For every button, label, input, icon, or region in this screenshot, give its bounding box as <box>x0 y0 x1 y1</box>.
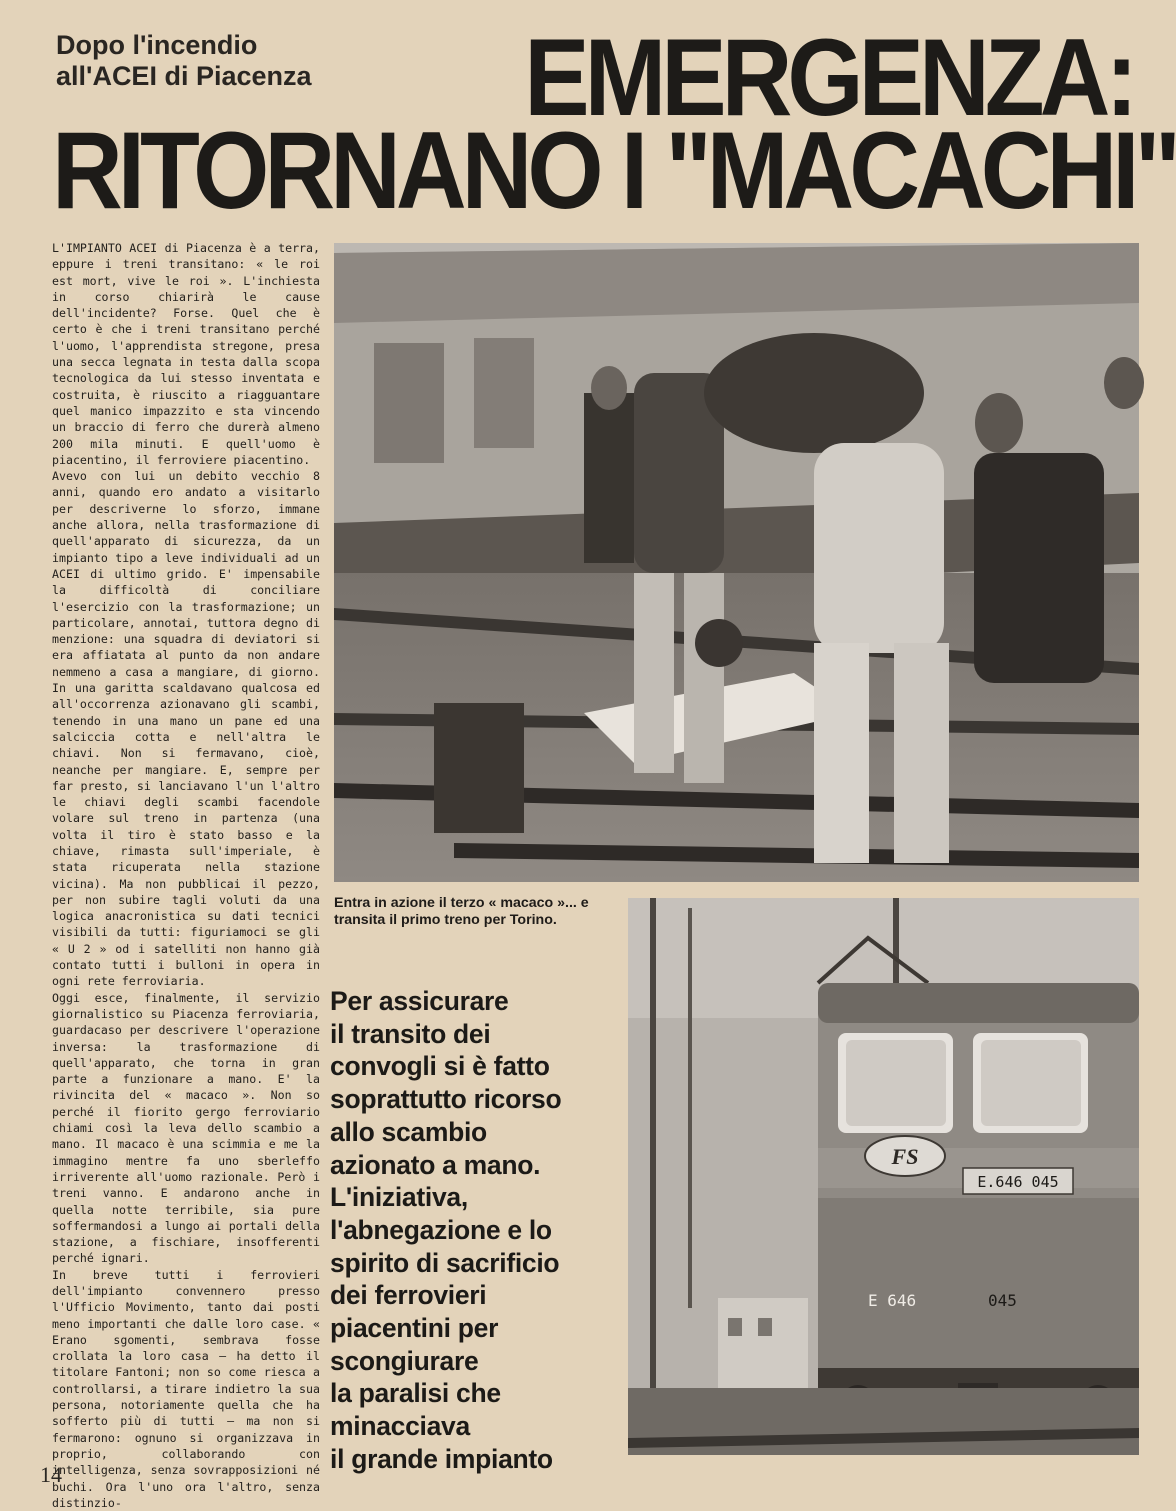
pull-quote <box>330 985 630 1476</box>
pull-quote-line: Per assicurare <box>330 986 509 1016</box>
pull-quote-line: convogli si è fatto <box>330 1051 550 1082</box>
photo-caption: Entra in azione il terzo « macaco »... e transita il primo treno per Torino. <box>334 895 589 928</box>
pull-quote-line: la paralisi che <box>330 1378 501 1409</box>
kicker-line: all'ACEI di Piacenza <box>56 61 312 91</box>
locomotive-front-number-left: E 646 <box>868 1291 917 1310</box>
article-paragraph: Avevo con lui un debito vecchio 8 anni, quando ero andato a visitarlo per descriverne lo sforzo, immane anche allora, nella trasformazione di quell'apparato di sicurezza, da un impianto tipo a leve individuali ad un ACEI di ultimo grido. E' impensabile la difficoltà di conciliare l'esercizio con la trasformazione; un particolare, annotai, tuttora degno di menzione: una squadra di deviatori si era affiatata al punto da non andare nemmeno a casa a mangiare, di giorno. In una garitta scaldavano qualcosa ed all'occorrenza azionavano gli scambi, tenendo in una mano un pane ed una salciccia cotta e nell'altra le chiavi. Non si fermavano, cioè, neanche per mangiare. E, sempre per far presto, si lanciavano l'un l'altro le chiavi degli scambi facendole volare sul treno in partenza (una volta il tiro è stato basso e la chiave, rimasta sull'imperiale, è stata ricuperata nella stazione vicina). Ma non pubblicai il pezzo, per non subire tagli voluti da una logica anacronistica su dati tecnici visibili da tutti: figuriamoci se gli « U 2 » od i satelliti non hanno già contato tutti i bulloni in opera in ogni rete ferroviaria. <box>52 469 320 989</box>
pull-quote-line: L'iniziativa, <box>330 1182 468 1213</box>
page-number: 14 <box>40 1462 62 1487</box>
pull-quote-line: l'abnegazione e lo <box>330 1214 552 1245</box>
pull-quote-line: allo scambio <box>330 1116 487 1147</box>
photo-locomotive-image <box>628 898 1139 1455</box>
photo-track-workers-image <box>334 243 1139 882</box>
kicker <box>56 30 376 92</box>
headline-line-2: RITORNANO I "MACACHI" <box>52 108 1176 232</box>
pull-quote-line: soprattutto ricorso <box>330 1084 562 1115</box>
photo-locomotive <box>628 898 1139 1455</box>
pull-quote-line: dei ferrovieri <box>330 1280 487 1311</box>
kicker-line: Dopo l'incendio <box>56 30 258 60</box>
pull-quote-line: il grande impianto <box>330 1443 553 1474</box>
locomotive-front-number-right: 045 <box>988 1291 1017 1310</box>
pull-quote-line: piacentini per <box>330 1313 499 1344</box>
pull-quote-line: minacciava <box>330 1411 470 1442</box>
article-paragraph: In breve tutti i ferrovieri dell'impianto convennero presso l'Ufficio Movimento, tanto dai posti meno importanti che dalle loro case. « Erano sgomenti, sembrava fosse crollata la loro casa — ha detto il titolare Fantoni; non so come riesca a controllarsi, a tirare indietro la sua persona, notoriamente quella che ha sofferto più di tutti — ma non si fermarono: ognuno si organizzava in proprio, collaborando con intelligenza, senza sovrapposizioni né buchi. Ora l'uno ora l'altro, senza distinzio- <box>52 1267 320 1510</box>
pull-quote-line: scongiurare <box>330 1345 479 1376</box>
pull-quote-line: azionato a mano. <box>330 1149 541 1180</box>
pull-quote-line: spirito di sacrificio <box>330 1247 560 1278</box>
headline-line-1: EMERGENZA: <box>524 15 1133 139</box>
article-paragraph: L'IMPIANTO ACEI di Piacenza è a terra, eppure i treni transitano: « le roi est mort, vive le roi ». L'inchiesta in corso chiarirà le cause dell'incidente? Forse. Quel che è certo è che i treni transitano perché l'uomo, l'apprendista stregone, presa una secca legnata in testa dalla scopa tecnologica da lui stesso inventata e costruita, è riuscito a riagguantare quel manico impazzito e sta vincendo un braccio di ferro che durerà almeno 200 mila minuti. E quell'uomo è piacentino, il ferroviere piacentino. <box>52 241 320 467</box>
photo-track-workers <box>334 243 1139 882</box>
article-paragraph: Oggi esce, finalmente, il servizio giornalistico su Piacenza ferroviaria, guardacaso per descrivere l'operazione inversa: la trasformazione di quell'apparato, che torna in gran parte a funzionare a mano. E' la rivincita del « macaco ». Non so perché il fiorito gergo ferroviario chiami così la leva dello scambio a mano. Il macaco è una scimmia e me la immagino mentre fa uno sberleffo irriverente all'uomo razionale. Però i treni vanno. E andarono anche in quella notte terribile, sia pure soffermandosi a lungo ai portali della stazione, a fischiare, insofferenti perché ignari. <box>52 990 320 1266</box>
article-body <box>52 240 320 1510</box>
pull-quote-line: il transito dei <box>330 1018 491 1049</box>
locomotive-number-plate: E.646 045 <box>977 1173 1059 1191</box>
fs-logo: FS <box>891 1144 919 1169</box>
